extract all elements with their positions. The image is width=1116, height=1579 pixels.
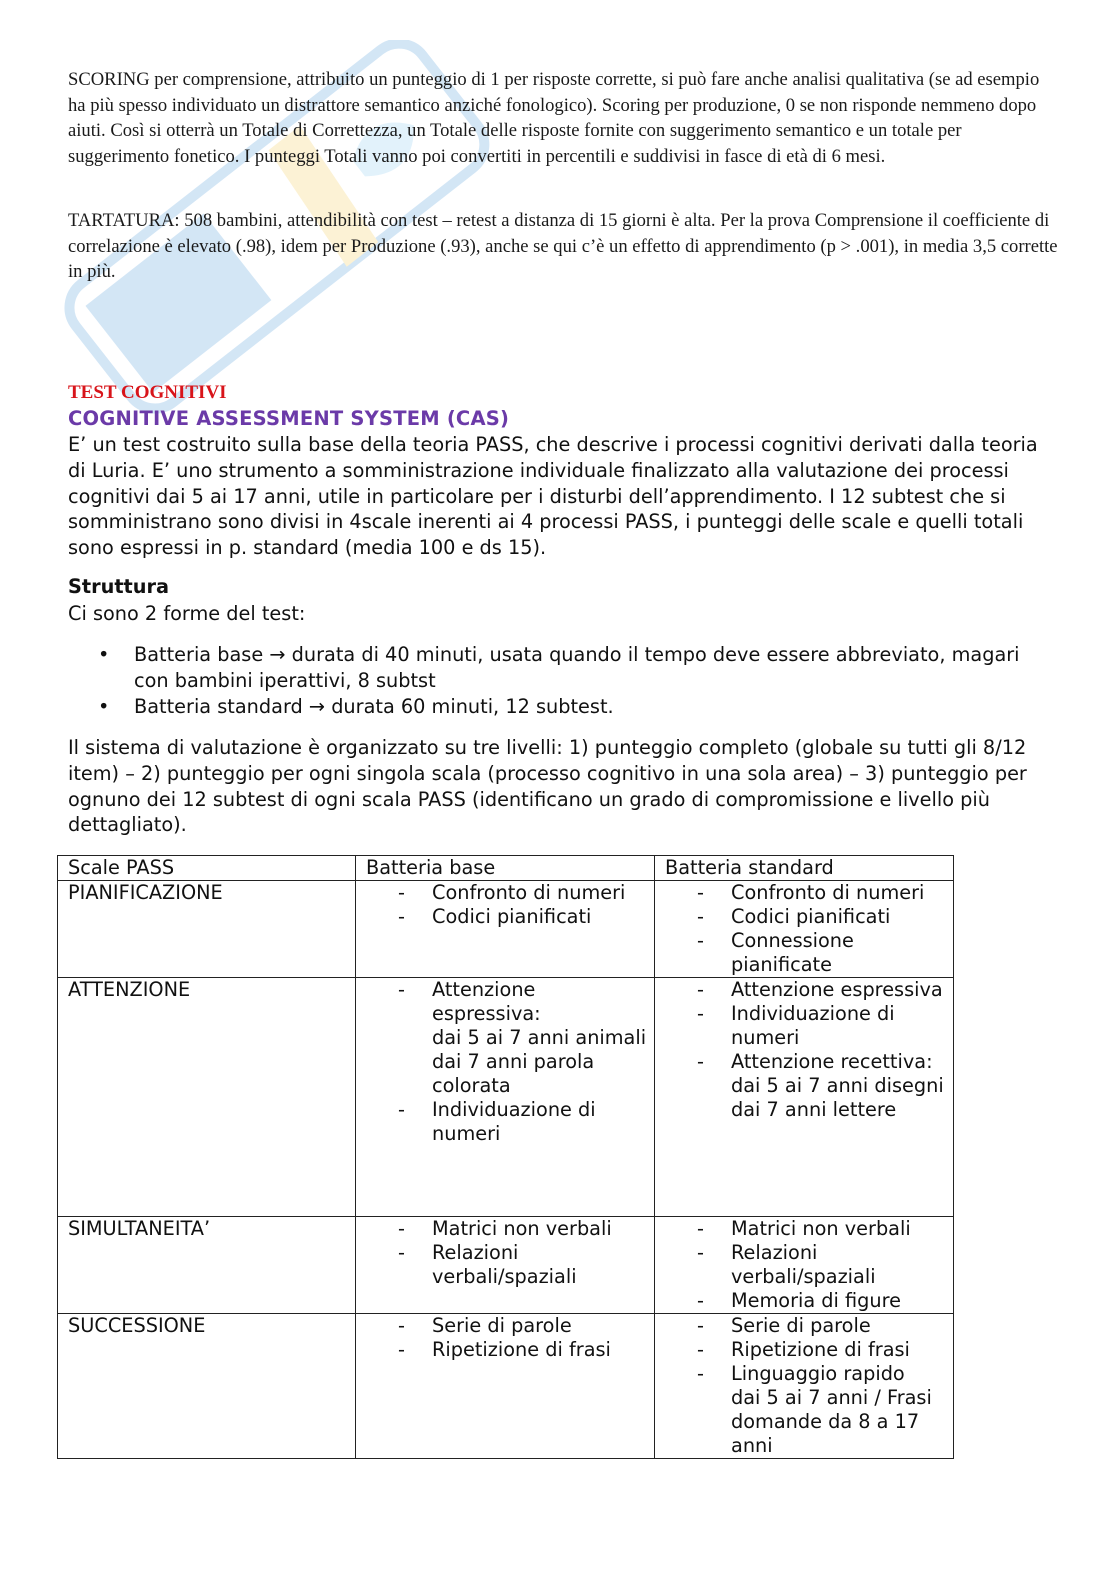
standard-subtest-list [665,978,947,1122]
subtest-text: Memoria di figure [731,1289,902,1312]
subtest-text: dai 5 ai 7 anni animali [432,1026,647,1049]
subtest-text: Matrici non verbali [432,1217,612,1240]
subtest-item [665,1002,947,1050]
subtest-item [665,1241,947,1289]
subtest-item [366,881,648,905]
subtest-text: Matrici non verbali [731,1217,911,1240]
subtest-text: Linguaggio rapido [731,1362,905,1385]
dash-marker: - [398,1338,405,1361]
dash-marker: - [697,1002,704,1025]
structure-heading: Struttura [68,575,170,598]
bullet-icon: • [98,694,110,718]
subtest-text: dai 7 anni parola colorata [432,1050,595,1097]
subtest-item [665,1050,947,1122]
subtest-text: dai 5 ai 7 anni / Frasi domande da 8 a 17 anni [731,1386,932,1457]
dash-marker: - [697,905,704,928]
subtest-item [366,1217,648,1241]
subtest-text: Serie di parole [432,1314,572,1337]
dash-marker: - [697,1050,704,1073]
scale-cell: PIANIFICAZIONE [58,881,356,978]
standard-cell [655,881,954,978]
list-item [68,642,1043,694]
subtest-item [366,1338,648,1362]
subtest-text: dai 7 anni lettere [731,1098,897,1121]
subtest-text: Individuazione di numeri [731,1002,895,1049]
subtest-text: Attenzione espressiva [731,978,943,1001]
battery-list [68,642,1043,719]
section-heading: TEST COGNITIVI [68,382,227,403]
subtest-text: Serie di parole [731,1314,871,1337]
subtest-item [665,1314,947,1338]
dash-marker: - [398,881,405,904]
base-subtest-list [366,881,648,929]
subtest-item [366,1098,648,1146]
dash-marker: - [697,1217,704,1240]
table-header-row [58,856,954,881]
dash-marker: - [398,1217,405,1240]
tartatura-paragraph: TARTATURA: 508 bambini, attendibilità con test – retest a distanza di 15 giorni è alta. Per la prova Comprensione il coefficiente di correlazione è elevato (.98), idem per Produzione (.93), anche se qui c’è un effetto di apprendimento (p > .001), in media 3,5 corrette in più. [68,210,1058,282]
subtest-text: Attenzione recettiva: [731,1050,933,1073]
header-standard: Batteria standard [655,856,954,881]
dash-marker: - [398,978,405,1001]
subtest-item [665,1338,947,1362]
base-cell [356,1314,655,1459]
table-row [58,978,954,1217]
dash-marker: - [697,1338,704,1361]
bullet-text: Batteria base → durata di 40 minuti, usata quando il tempo deve essere abbreviato, magari con bambini iperattivi, 8 subtst [134,643,1020,692]
list-item [68,694,1043,720]
subtest-text: Ripetizione di frasi [731,1338,910,1361]
dash-marker: - [398,1314,405,1337]
dash-marker: - [697,1314,704,1337]
base-cell [356,978,655,1217]
bullet-text: Batteria standard → durata 60 minuti, 12 subtest. [134,694,614,718]
standard-subtest-list [665,1314,947,1458]
dash-marker: - [697,1362,704,1385]
header-base: Batteria base [356,856,655,881]
dash-marker: - [398,1098,405,1121]
bullet-icon: • [98,643,110,666]
standard-cell [655,978,954,1217]
subtest-item [665,905,947,929]
subtest-item [366,905,648,929]
subtest-item [366,1314,648,1338]
subtest-text: Relazioni verbali/spaziali [731,1241,876,1288]
header-scale: Scale PASS [58,856,356,881]
subtest-text: Connessione pianificate [731,929,854,976]
evaluation-paragraph: Il sistema di valutazione è organizzato su tre livelli: 1) punteggio completo (globale su tutti gli 8/12 item) – 2) punteggio per ogni singola scala (processo cognitivo in una sola area) – 3) punteggio per ognuno dei 12 subtest di ogni scala PASS (identificano un grado di compromissione e livello più dettagliato). [68,736,1027,837]
scale-cell: ATTENZIONE [58,978,356,1217]
dash-marker: - [398,1241,405,1264]
subtest-item [366,1241,648,1289]
standard-subtest-list [665,1217,947,1313]
standard-subtest-list [665,881,947,977]
subtest-text: Confronto di numeri [432,881,626,904]
subtest-text: Individuazione di numeri [432,1098,596,1145]
scale-cell: SUCCESSIONE [58,1314,356,1459]
standard-cell [655,1217,954,1314]
intro-paragraph: E’ un test costruito sulla base della teoria PASS, che descrive i processi cognitivi derivati dalla teoria di Luria. E’ uno strumento a somministrazione individuale finalizzato alla valutazione dei processi cognitivi dai 5 ai 17 anni, utile in particolare per i disturbi dell’apprendimento. I 12 subtest che si somministrano sono divisi in 4scale inerenti ai 4 processi PASS, i punteggi delle scale e quelli totali sono espressi in p. standard (media 100 e ds 15). [68,433,1038,560]
subtest-text: Confronto di numeri [731,881,925,904]
subtest-item [366,978,648,1098]
dash-marker: - [697,978,704,1001]
test-heading: COGNITIVE ASSESSMENT SYSTEM (CAS) [68,407,510,430]
subtest-item [665,978,947,1002]
scale-cell: SIMULTANEITA’ [58,1217,356,1314]
subtest-item [665,929,947,977]
scoring-paragraph: SCORING per comprensione, attribuito un punteggio di 1 per risposte corrette, si può fare anche analisi qualitativa (se ad esempio ha più spesso individuato un distrattore semantico anziché fonologico). Scoring per produzione, 0 se non risponde nemmeno dopo aiuti. Così si otterrà un Totale di Correttezza, un Totale delle risposte fornite con suggerimento semantico e un totale per suggerimento fonetico. I punteggi Totali vanno poi convertiti in percentili e suddivisi in fasce di età di 6 mesi. [68,69,1040,167]
subtest-text: Ripetizione di frasi [432,1338,611,1361]
base-cell [356,881,655,978]
subtest-item [665,1217,947,1241]
subtest-item [665,1289,947,1313]
subtest-item [665,1362,947,1458]
base-subtest-list [366,1314,648,1362]
subtest-text: Relazioni verbali/spaziali [432,1241,577,1288]
subtest-text: Codici pianificati [432,905,592,928]
table-row [58,1314,954,1459]
table-row [58,1217,954,1314]
base-subtest-list [366,978,648,1146]
base-subtest-list [366,1217,648,1289]
subtest-text: dai 5 ai 7 anni disegni [731,1074,944,1097]
dash-marker: - [398,905,405,928]
standard-cell [655,1314,954,1459]
base-cell [356,1217,655,1314]
subtest-text: Codici pianificati [731,905,891,928]
structure-intro: Ci sono 2 forme del test: [68,602,306,625]
subtest-text: Attenzione espressiva: [432,978,541,1025]
dash-marker: - [697,1289,704,1312]
dash-marker: - [697,881,704,904]
pass-scales-table [57,855,954,1459]
subtest-item [665,881,947,905]
table-row [58,881,954,978]
dash-marker: - [697,929,704,952]
dash-marker: - [697,1241,704,1264]
